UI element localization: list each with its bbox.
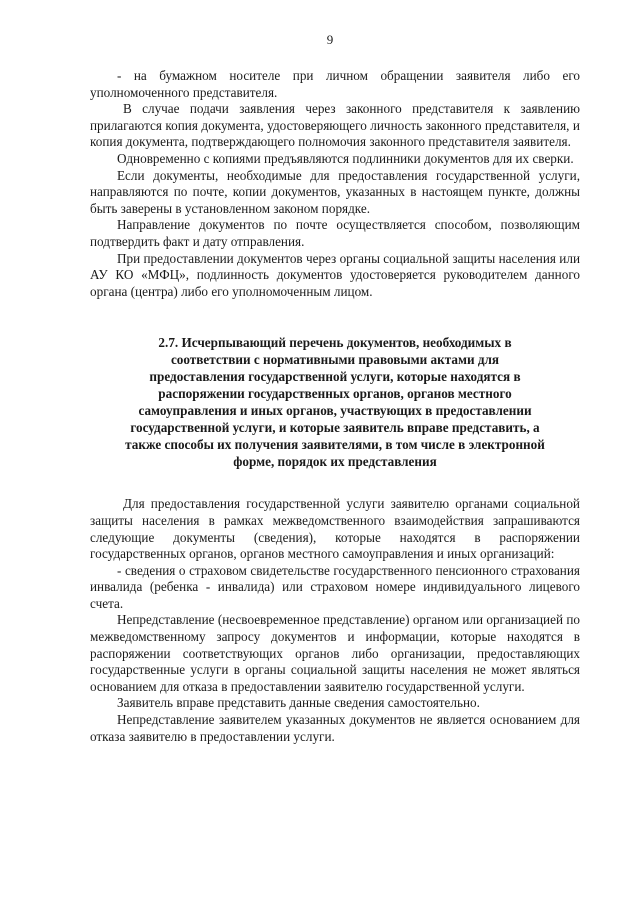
heading-line: предоставления государственной услуги, которые находятся в (149, 369, 521, 385)
heading-line: распоряжении государственных органов, органов местного (158, 386, 512, 402)
heading-line: самоуправления и иных органов, участвующих в предоставлении (138, 403, 532, 419)
paragraph-originals: Одновременно с копиями предъявляются подлинники документов для их сверки. (117, 150, 574, 166)
heading-line: форме, порядок их представления (233, 454, 437, 470)
paragraph-non-submission-agency: Непредставление (несвоевременное представление) органом или организацией по межведомственному запросу документов и информации, которые находятся в распоряжении соответствующих органов либо организации, предоставляющих государственные услуги в органы социальной защиты населения не может являться основанием для отказа в предоставлении заявителю государственной услуги. (90, 612, 580, 694)
heading-line: соответствии с нормативными правовыми актами для (170, 352, 500, 368)
paragraph-mfc-authentication: При предоставлении документов через органы социальной защиты населения или АУ КО «МФЦ», подлинность документов удостоверяется руководителем данного органа (центра) либо его уполномоченным лицом. (90, 250, 580, 299)
paragraph-non-submission-applicant: Непредставление заявителем указанных документов не является основанием для отказа заявителю в предоставлении услуги. (90, 712, 580, 744)
intro-block (90, 68, 580, 300)
heading-line: 2.7. Исчерпывающий перечень документов, необходимых в (158, 335, 512, 351)
paragraph-legal-representative: В случае подачи заявления через законного представителя к заявлению прилагаются копия документа, удостоверяющего личность законного представителя, и копия документа, подтверждающего полномочия законного представителя заявителя. (90, 101, 580, 150)
paragraph-mail-method: Направление документов по почте осуществляется способом, позволяющим подтвердить факт и дату отправления. (90, 217, 580, 249)
page-number: 9 (326, 32, 334, 47)
paragraph-insurance-certificate: - сведения о страховом свидетельстве государственного пенсионного страхования инвалида (ребенка - инвалида) или страховом номере индивидуального лицевого счета. (90, 562, 580, 611)
section-heading-2-7 (90, 334, 580, 470)
heading-line: государственной услуги, и которые заявитель вправе представить, а (130, 420, 540, 436)
paragraph-self-submission: Заявитель вправе представить данные сведения самостоятельно. (117, 695, 480, 711)
heading-line: также способы их получения заявителями, в том числе в электронной (125, 437, 545, 453)
document-page (90, 32, 580, 745)
paragraph-interagency-request: Для предоставления государственной услуги заявителю органами социальной защиты населения в рамках межведомственного взаимодействия запрашиваются следующие документы (сведения), которые находятся в распоряжении государственных органов, органов местного самоуправления и иных организаций: (90, 496, 580, 562)
paragraph-mail-copies: Если документы, необходимые для предоставления государственной услуги, направляются по почте, копии документов, указанных в настоящем пункте, должны быть заверены в установленном законом порядке. (90, 167, 580, 216)
section-body (90, 496, 580, 745)
paragraph-paper-medium: - на бумажном носителе при личном обращении заявителя либо его уполномоченного представителя. (90, 68, 580, 100)
